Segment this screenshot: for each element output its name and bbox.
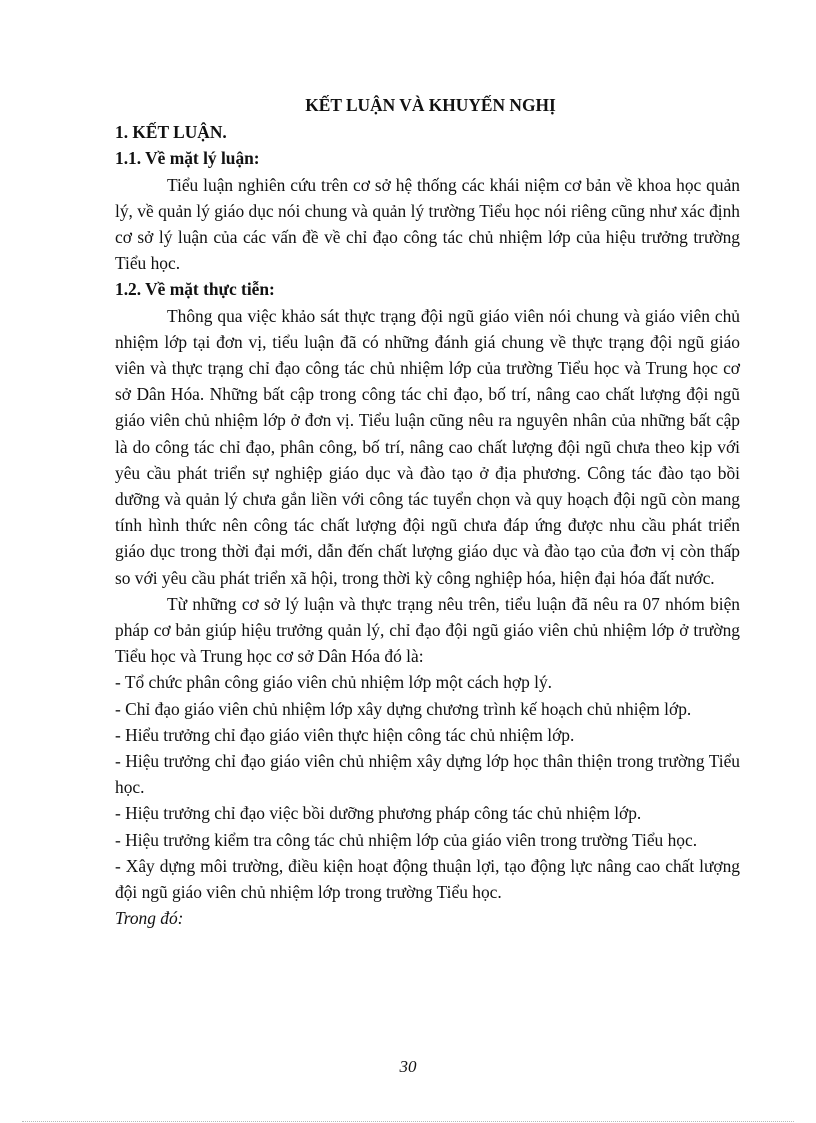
paragraph-practice: Thông qua việc khảo sát thực trạng đội ngũ giáo viên nói chung và giáo viên chủ nhiệm lớp tại đơn vị, tiểu luận đã có những đánh giá chung về thực trạng đội ngũ giáo viên và thực trạng chỉ đạo công tác chủ nhiệm lớp của trường Tiểu học và Trung học cơ sở Dân Hóa. Những bất cập trong công tác chỉ đạo, bố trí, nâng cao chất lượng đội ngũ giáo viên chủ nhiệm lớp ở đơn vị. Tiểu luận cũng nêu ra nguyên nhân của những bất cập là do công tác chỉ đạo, phân công, bố trí, nâng cao chất lượng đội ngũ chưa theo kịp với yêu cầu phát triển sự nghiệp giáo dục và đào tạo ở địa phương. Công tác đào tạo bồi dưỡng và quản lý chưa gắn liền với công tác tuyển chọn và quy hoạch đội ngũ còn mang tính hình thức nên công tác chất lượng đội ngũ chưa đáp ứng được nhu cầu phát triển giáo dục trong thời đại mới, dẫn đến chất lượng giáo dục và đào tạo của đơn vị còn thấp so với yêu cầu phát triển xã hội, trong thời kỳ công nghiệp hóa, hiện đại hóa đất nước. (115, 305, 740, 588)
list-item: - Hiệu trưởng chỉ đạo giáo viên chủ nhiệm xây dựng lớp học thân thiện trong trường Tiểu học. (115, 751, 740, 798)
paragraph-measures-intro: Từ những cơ sở lý luận và thực trạng nêu trên, tiểu luận đã nêu ra 07 nhóm biện pháp cơ bản giúp hiệu trưởng quản lý, chỉ đạo đội ngũ giáo viên chủ nhiệm lớp ở trường Tiểu học và Trung học cơ sở Dân Hóa đó là: (115, 593, 740, 667)
subsection-heading-theory: 1.1. Về mặt lý luận: (115, 148, 260, 169)
list-item: - Hiệu trưởng kiểm tra công tác chủ nhiệm lớp của giáo viên trong trường Tiểu học. (115, 829, 698, 850)
section-heading-conclusion: 1. KẾT LUẬN. (115, 122, 227, 143)
list-item: - Hiểu trưởng chỉ đạo giáo viên thực hiện công tác chủ nhiệm lớp. (115, 724, 575, 745)
list-item: - Hiệu trưởng chỉ đạo việc bồi dưỡng phương pháp công tác chủ nhiệm lớp. (115, 803, 642, 824)
document-body (115, 92, 740, 932)
page-number: 30 (399, 1057, 417, 1076)
list-item: - Chỉ đạo giáo viên chủ nhiệm lớp xây dựng chương trình kế hoạch chủ nhiệm lớp. (115, 698, 692, 719)
subsection-heading-practice: 1.2. Về mặt thực tiễn: (115, 279, 275, 300)
list-item: - Xây dựng môi trường, điều kiện hoạt động thuận lợi, tạo động lực nâng cao chất lượng đội ngũ giáo viên chủ nhiệm lớp trong trường Tiểu học. (115, 855, 740, 903)
list-item: - Tổ chức phân công giáo viên chủ nhiệm lớp một cách hợp lý. (115, 672, 553, 693)
note-label: Trong đó: (115, 908, 184, 929)
footer-divider (22, 1121, 794, 1122)
paragraph-theory: Tiểu luận nghiên cứu trên cơ sở hệ thống các khái niệm cơ bản về khoa học quản lý, về quản lý giáo dục nói chung và quản lý trường Tiểu học nói riêng cũng như xác định cơ sở lý luận của các vấn đề về chỉ đạo công tác chủ nhiệm lớp của hiệu trưởng trường Tiểu học. (115, 174, 740, 274)
page-title: KẾT LUẬN VÀ KHUYẾN NGHỊ (305, 95, 556, 115)
